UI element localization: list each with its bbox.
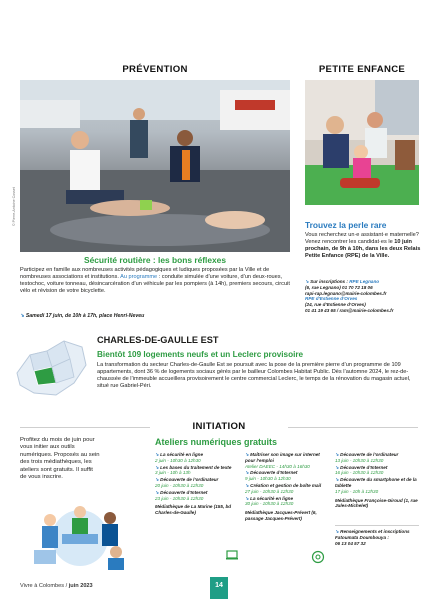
map-icon xyxy=(12,333,90,403)
laptop-icon xyxy=(225,548,239,562)
childcare-photo xyxy=(305,80,419,205)
road-safety-date: ➘ Samedi 17 juin, de 10h à 17h, place Henri-Neveu xyxy=(20,313,145,319)
rpe-legnano-link[interactable]: RPE Legnano xyxy=(349,279,380,284)
program-link[interactable]: Au programme xyxy=(120,274,158,281)
people-at-laptops-icon xyxy=(20,500,140,570)
logements-body: La transformation du secteur Charles-de-Gaulle Est se poursuit avec la pose de la première pierre d’un programme de 109 appartements, dont 36 % de logements sociaux gérés par le bailleur Colombes Habitat Public. Dès l’automne 2024, le rez-de-chaussée de l’immeuble accueillera provisoirement le centre commercial Leclerc, le temps de la rénovation du magasin actuel, situé rue Gabriel-Péri. xyxy=(97,362,411,390)
arrow-icon: ➘ xyxy=(335,529,339,534)
workshops-col-marine: ➘ La sécurité en ligne 2 juin - 10h30 à 12h30 ➘ Les bases du traitement de texte 3 juin - 10h à 13h ➘ Découverte de l’ordinateur 20 juin - 10h30 à 12h30 ➘ Découverte d’Internet 23 juin - 10h30 à 12h30 Médiathèque de La Marine (155, bd Charles-de-Gaulle) xyxy=(155,452,245,516)
rpe-info: ➘ Sur inscriptions : RPE Legnano (6, rue Legnano) 01 70 72 18 06 rapi-rap.legnano@mairie-colombes.fr RPE d’Estienne d’Orves (24, rue d’Estienne d’Orves) 01 41 19 43 65 / ram@mairie-colombes.fr xyxy=(305,279,425,314)
section-heading-initiation: INITIATION xyxy=(192,421,246,432)
venue-giroud: Médiathèque Françoise-Giroud (1, rue Jules-Michelet) xyxy=(335,497,418,509)
workshops-col-giroud: ➘ Découverte de l’ordinateur 13 juin - 10h30 à 12h30 ➘ Découverte d’Internet 16 juin - 10h30 à 12h30 ➘ Découverte du smartphone et de la tablette 17 juin - 10h à 12h30 Médiathèque Françoise-Giroud (1, rue Jules-Michelet) xyxy=(335,452,421,509)
children-playing-illustration xyxy=(305,80,419,205)
rpe-estienne-link[interactable]: RPE d’Estienne d’Orves xyxy=(305,296,358,302)
perle-rare-title: Trouvez la perle rare xyxy=(305,220,387,230)
section-divider xyxy=(20,427,150,428)
arrow-icon: ➘ xyxy=(20,313,25,319)
logements-title: Bientôt 109 logements neufs et un Leclerc provisoire xyxy=(97,350,304,359)
district-map xyxy=(12,333,90,403)
road-safety-body: Participez en famille aux nombreuses activités pédagogiques et ludiques proposées par la Ville et de nombreuses associations et institutions. Au programme : conduite simulée d’une voiture, d’un deux-roues, testochoc, voiture tonneau, désincarcération d’un véhicule par les pompiers (à 14h), premiers secours, circuit vélo et révision de votre bicyclette. xyxy=(20,267,290,295)
page-number-badge xyxy=(210,577,228,599)
ateliers-title: Ateliers numériques gratuits xyxy=(155,437,278,447)
photo-credit: © Pierre-Antoine Cosset xyxy=(12,187,16,226)
section-divider xyxy=(288,427,418,428)
footer-magazine: Vivre à Colombes / juin 2023 xyxy=(20,583,93,589)
perle-rare-body: Vous recherchez un·e assistant·e maternelle? Venez rencontrer les candidat·es le 10 juin prochain, de 9h à 10h, dans les deux Relais Petite Enfance (RPE) de la Ville. xyxy=(305,232,421,260)
section-heading-petite-enfance: PETITE ENFANCE xyxy=(318,64,406,75)
first-aid-scene-illustration xyxy=(20,80,290,252)
arrow-icon: ➘ xyxy=(305,279,309,284)
road-safety-photo xyxy=(20,80,290,252)
initiation-intro: Profitez du mois de juin pour vous initier aux outils numériques. Proposés au sein des trois médiathèques, les ateliers sont gratuits. Il suffit de vous inscrire. xyxy=(20,437,100,481)
section-heading-charles-de-gaulle: CHARLES-DE-GAULLE EST xyxy=(97,335,219,345)
venue-prevert: Médiathèque Jacques-Prévert (6, passage Jacques-Prévert) xyxy=(245,510,317,521)
at-sign-icon xyxy=(311,550,325,564)
page-number: 14 xyxy=(215,582,223,589)
workshop-illustration xyxy=(20,500,140,570)
section-heading-prevention: PRÉVENTION xyxy=(122,64,188,75)
road-safety-title: Sécurité routière : les bons réflexes xyxy=(84,255,226,265)
contact-box: ➘ Renseignements et inscriptions Fatoumata Doumbouya : 06 13 04 57 32 xyxy=(335,525,419,546)
venue-marine: Médiathèque de La Marine (155, bd Charles-de-Gaulle) xyxy=(155,504,232,516)
workshops-col-prevert: ➘ Maîtriser son image sur internet pour l’emploi Atelier DAEEC - 14h30 à 16h30 ➘ Découverte d’Internet 9 juin - 10h30 à 12h30 ➘ Création et gestion de boîte mail 27 juin - 10h30 à 12h30 ➘ La sécurité en ligne 30 juin - 10h30 à 12h30 Médiathèque Jacques-Prévert (6, passage Jacques-Prévert) xyxy=(245,452,331,522)
